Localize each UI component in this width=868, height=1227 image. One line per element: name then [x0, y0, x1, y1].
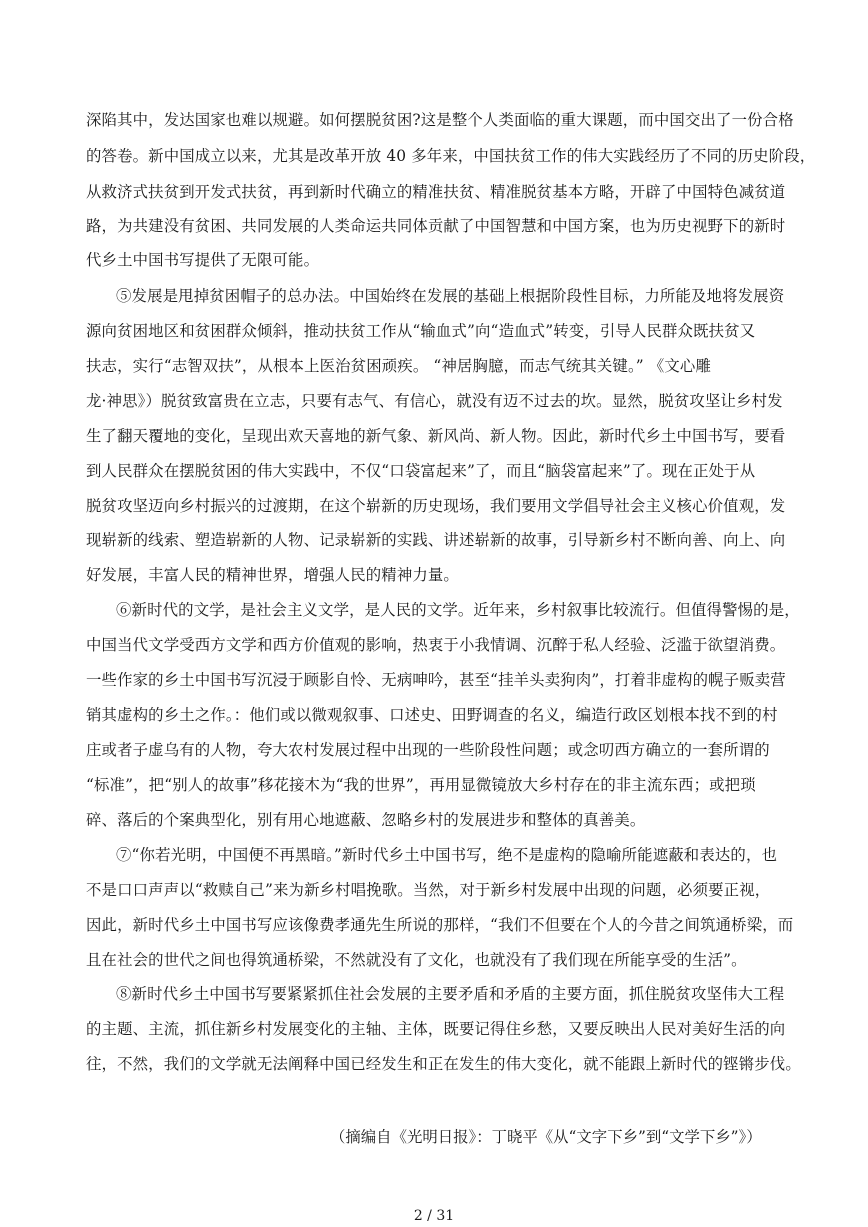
text-line: 不是口口声声以“救赎自己”来为新乡村唱挽歌。当然，对于新乡村发展中出现的问题，必须要正视， [86, 881, 771, 899]
text-line: 的答卷。新中国成立以来，尤其是改革开放 40 多年来，中国扶贫工作的伟大实践经历了不同的历史阶段， [86, 147, 816, 165]
text-line: 生了翻天覆地的变化，呈现出欢天喜地的新气象、新风尚、新人物。因此，新时代乡土中国书写，要看 [86, 427, 786, 445]
paragraph-start-line: ⑤发展是甩掉贫困帽子的总办法。中国始终在发展的基础上根据阶段性目标，力所能及地将发展资 [116, 287, 785, 305]
text-line: 从救济式扶贫到开发式扶贫，再到新时代确立的精准扶贫、精准脱贫基本方略，开辟了中国特色减贫道 [86, 183, 786, 201]
text-line: 往，不然，我们的文学就无法阐释中国已经发生和正在发生的伟大变化，就不能跟上新时代的铿锵步伐。 [86, 1055, 801, 1073]
paragraph-start-line: ⑧新时代乡土中国书写要紧紧抓住社会发展的主要矛盾和矛盾的主要方面，抓住脱贫攻坚伟大工程 [116, 985, 785, 1003]
text-line: 现崭新的线索、塑造崭新的人物、记录崭新的实践、讲述崭新的故事，引导新乡村不断向善、向上、向 [86, 531, 786, 549]
text-line: 脱贫攻坚迈向乡村振兴的过渡期，在这个崭新的历史现场，我们要用文学倡导社会主义核心价值观，发 [86, 497, 786, 515]
text-line: 庄或者子虚乌有的人物，夸大农村发展过程中出现的一些阶段性问题；或念叨西方确立的一套所谓的 [86, 741, 770, 759]
text-line: 好发展，丰富人民的精神世界，增强人民的精神力量。 [86, 566, 459, 584]
text-line: 一些作家的乡土中国书写沉浸于顾影自怜、无病呻吟，甚至“挂羊头卖狗肉”，打着非虚构的幌子贩卖营 [86, 671, 786, 689]
text-line: 且在社会的世代之间也得筑通桥梁，不然就没有了文化，也就没有了我们现在所能享受的生活”。 [86, 951, 747, 969]
text-line: 扶志，实行“志智双扶”，从根本上医治贫困顽疾。 “神居胸臆，而志气统其关键。” 《文心雕 [86, 357, 712, 375]
text-line: 路，为共建没有贫困、共同发展的人类命运共同体贡献了中国智慧和中国方案，也为历史视野下的新时 [86, 217, 786, 235]
text-line: 的主题、主流，抓住新乡村发展变化的主轴、主体，既要记得住乡愁，又要反映出人民对美好生活的向 [86, 1020, 786, 1038]
text-line: 到人民群众在摆脱贫困的伟大实践中，不仅“口袋富起来”了，而且“脑袋富起来”了。现在正处于从 [86, 462, 756, 480]
text-line: 中国当代文学受西方文学和西方价值观的影响，热衷于小我情调、沉醉于私人经验、泛滥于欲望消费。 [86, 636, 786, 654]
text-line: “标准”，把“别人的故事”移花接木为“我的世界”，再用显微镜放大乡村存在的非主流东西；或把琐 [86, 776, 756, 794]
text-line: 龙·神思》）脱贫致富贵在立志，只要有志气、有信心，就没有迈不过去的坎。显然，脱贫攻坚让乡村发 [86, 392, 783, 410]
text-line: 因此，新时代乡土中国书写应该像费孝通先生所说的那样，“我们不但要在个人的今昔之间筑通桥梁，而 [86, 916, 794, 934]
text-line: 深陷其中，发达国家也难以规避。如何摆脱贫困?这是整个人类面临的重大课题，而中国交出了一份合格 [86, 111, 794, 129]
paragraph-start-line: ⑦“你若光明，中国便不再黑暗。”新时代乡土中国书写，绝不是虚构的隐喻所能遮蔽和表达的，也 [116, 846, 778, 864]
page-number: 2 / 31 [413, 1208, 455, 1224]
paragraph-start-line: ⑥新时代的文学，是社会主义文学，是人民的文学。近年来，乡村叙事比较流行。但值得警惕的是， [116, 601, 800, 619]
text-line: 碎、落后的个案典型化，别有用心地遮蔽、忽略乡村的发展进步和整体的真善美。 [86, 811, 646, 829]
source-citation: （摘编自《光明日报》：丁晓平《从“文字下乡”到“文学下乡”》） [330, 1128, 762, 1146]
text-line: 代乡土中国书写提供了无限可能。 [86, 251, 320, 269]
text-line: 销其虚构的乡土之作。：他们或以微观叙事、口述史、田野调查的名义，编造行政区划根本找不到的村 [86, 706, 778, 724]
text-line: 源向贫困地区和贫困群众倾斜，推动扶贫工作从“输血式”向“造血式”转变，引导人民群众既扶贫又 [86, 322, 756, 340]
